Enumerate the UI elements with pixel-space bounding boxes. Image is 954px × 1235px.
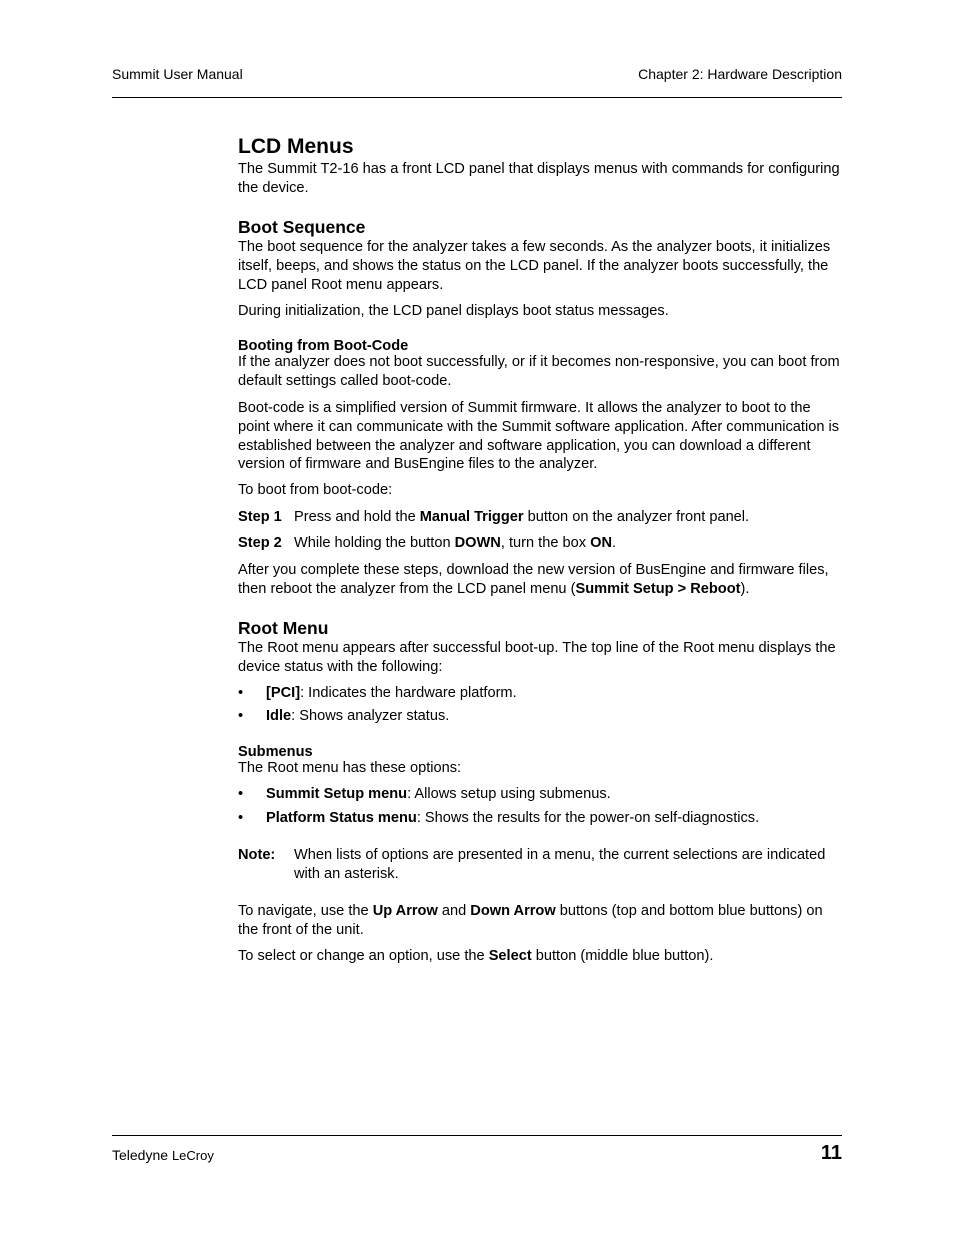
bullet-bold: Idle — [266, 708, 292, 724]
step-1-text-pre: Press and hold the — [294, 509, 420, 525]
bullet-bold: Summit Setup menu — [266, 786, 408, 802]
note-block — [238, 846, 842, 884]
note-label: Note: — [238, 847, 276, 863]
select-text-bold: Select — [488, 948, 532, 964]
step-2-text-bold-2: ON — [590, 535, 612, 551]
select-text-post: button (middle blue button). — [531, 948, 714, 964]
nav-text-mid: and — [437, 903, 471, 919]
bullet-icon: • — [238, 786, 244, 802]
select-text-pre: To select or change an option, use the — [238, 948, 489, 964]
bootcode-after-paragraph — [238, 561, 842, 599]
step-2-label: Step 2 — [238, 535, 282, 551]
footer-brand-main: Teledyne — [112, 1147, 169, 1163]
bullet-icon: • — [238, 810, 244, 826]
step-1-label: Step 1 — [238, 509, 282, 525]
step-2-text-post: . — [612, 535, 617, 551]
bullet-bold: Platform Status menu — [266, 810, 417, 826]
step-1-text-bold: Manual Trigger — [419, 509, 524, 525]
step-2-text-bold-1: DOWN — [454, 535, 501, 551]
nav-text-post: buttons (top and bottom blue buttons) on the front of the unit. — [238, 903, 823, 938]
section-title-lcd-menus: LCD Menus — [238, 135, 354, 158]
header-rule — [112, 97, 842, 98]
bootcode-paragraph-1: If the analyzer does not boot successfully, or if it becomes non-responsive, you can boot from default settings called boot-code. — [238, 354, 840, 389]
list-item — [238, 707, 842, 726]
boot-paragraph-2: During initialization, the LCD panel displays boot status messages. — [238, 303, 669, 319]
boot-paragraph-1: The boot sequence for the analyzer takes a few seconds. As the analyzer boots, it initializes itself, beeps, and shows the status on the LCD panel. If the analyzer boots successfully, the LCD panel Root menu appears. — [238, 239, 831, 293]
select-paragraph — [238, 947, 842, 966]
after-text-pre: After you complete these steps, download the new version of BusEngine and firmware files, then reboot the analyzer from the LCD panel menu ( — [238, 562, 829, 597]
bullet-text: : Indicates the hardware platform. — [300, 685, 517, 701]
bullet-bold: [PCI] — [266, 685, 301, 701]
section-title-root-menu: Root Menu — [238, 618, 329, 638]
subsection-title-boot-code: Booting from Boot-Code — [238, 338, 409, 354]
after-text-post: ). — [740, 580, 750, 597]
note-text: When lists of options are presented in a menu, the current selections are indicated with an asterisk. — [294, 847, 826, 882]
footer-brand-sub: LeCroy — [171, 1148, 214, 1163]
root-paragraph-1: The Root menu appears after successful boot-up. The top line of the Root menu displays the device status with the following: — [238, 640, 836, 675]
header-chapter-title: Chapter 2: Hardware Description — [638, 66, 842, 82]
nav-text-pre: To navigate, use the — [238, 903, 373, 919]
bullet-text: : Allows setup using submenus. — [407, 786, 611, 802]
bullet-text: : Shows analyzer status. — [291, 708, 450, 724]
lcd-intro-paragraph: The Summit T2-16 has a front LCD panel that displays menus with commands for configuring the device. — [238, 161, 840, 196]
page-number: 11 — [820, 1142, 842, 1164]
list-item — [238, 684, 842, 703]
step-1-text-post: button on the analyzer front panel. — [523, 509, 750, 525]
nav-text-bold-1: Up Arrow — [372, 903, 438, 919]
step-2-text-pre: While holding the button — [294, 535, 455, 551]
nav-text-bold-2: Down Arrow — [470, 903, 556, 919]
submenus-paragraph-1: The Root menu has these options: — [238, 760, 462, 776]
list-item — [238, 785, 842, 804]
bootcode-paragraph-3: To boot from boot-code: — [238, 482, 393, 498]
step-1 — [238, 508, 842, 527]
header-manual-title: Summit User Manual — [112, 66, 243, 82]
section-title-boot-sequence: Boot Sequence — [238, 217, 366, 237]
footer-brand — [112, 1147, 214, 1163]
footer-rule — [112, 1135, 842, 1136]
navigate-paragraph — [238, 902, 842, 940]
step-2 — [238, 534, 842, 553]
bootcode-paragraph-2: Boot-code is a simplified version of Summit firmware. It allows the analyzer to boot to the point where it can communicate with the Summit software application. After communication is established between the analyzer and software application, you can download a different version of firmware and BusEngine files to the analyzer. — [238, 400, 840, 473]
bullet-icon: • — [238, 708, 244, 724]
bullet-text: : Shows the results for the power-on self-diagnostics. — [416, 810, 760, 826]
subsection-title-submenus: Submenus — [238, 744, 313, 760]
step-2-text-mid: , turn the box — [500, 535, 591, 551]
list-item — [238, 809, 842, 828]
after-text-bold: Summit Setup > Reboot — [575, 580, 741, 597]
bullet-icon: • — [238, 685, 244, 701]
